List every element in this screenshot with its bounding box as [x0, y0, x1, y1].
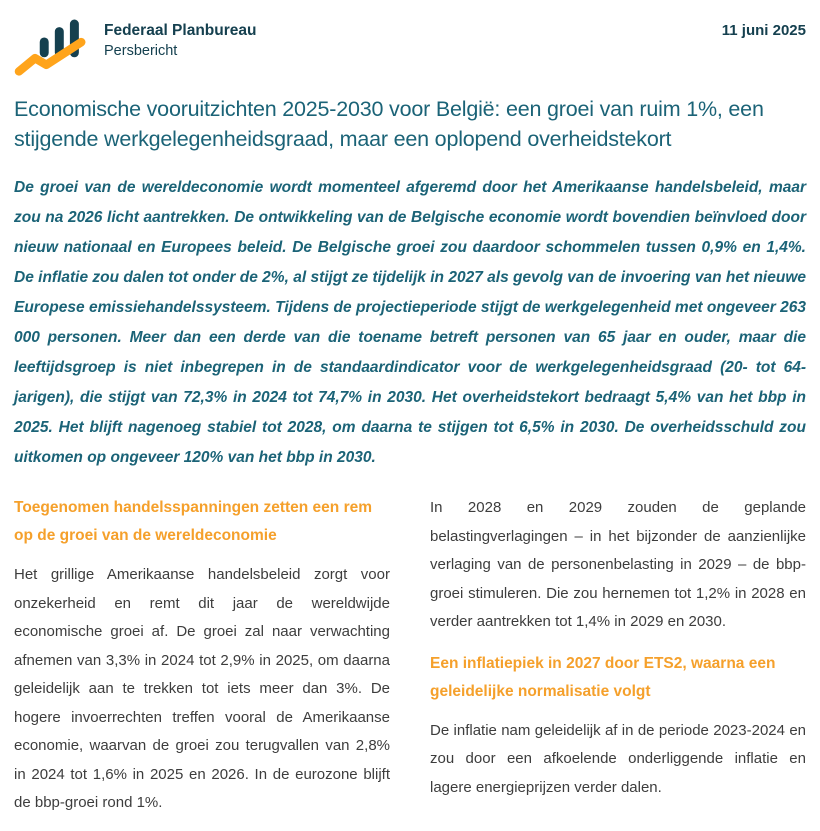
right-column [430, 494, 806, 831]
body-paragraph-inflation: De inflatie nam geleidelijk af in de periode 2023-2024 en zou door een afkoelende onderliggende inflatie en lagere energieprijzen verder dalen. [430, 721, 806, 796]
left-column [14, 494, 390, 831]
section-heading-inflation-peak: Een inflatiepiek in 2027 door ETS2, waarna een geleidelijke normalisatie volgt [430, 654, 776, 700]
header [14, 12, 806, 78]
bar-chart-trend-icon [14, 12, 90, 78]
brand-subtitle: Persbericht [104, 43, 178, 59]
brand-name: Federaal Planbureau [104, 22, 257, 39]
brand-block [104, 12, 256, 61]
intro-paragraph: De groei van de wereldeconomie wordt momenteel afgeremd door het Amerikaanse handelsbeleid, maar zou na 2026 licht aantrekken. De ontwikkeling van de Belgische economie wordt bovendien beïnvloed door nieuw nationaal en Europees beleid. De Belgische groei zou daardoor schommelen tussen 0,9% en 1,4%. De inflatie zou dalen tot onder de 2%, al stijgt ze tijdelijk in 2027 als gevolg van de invoering van het nieuwe Europese emissiehandelssysteem. Tijdens de projectieperiode stijgt de werkgelegenheid met ongeveer 263 000 personen. Meer dan een derde van die toename betreft personen van 65 jaar en ouder, maar die leeftijdsgroep is niet inbegrepen in de standaardindicator voor de werkgelegenheidsgraad (20- tot 64-jarigen), die stijgt van 72,3% in 2024 tot 74,7% in 2030. Het overheidstekort bedraagt 5,4% van het bbp in 2025. Het blijft nagenoeg stabiel tot 2028, om daarna te stijgen tot 6,5% in 2030. De overheidsschuld zou uitkomen op ongeveer 120% van het bbp in 2030. [14, 179, 806, 466]
body-paragraph-tax-cuts: In 2028 en 2029 zouden de geplande belastingverlagingen – in het bijzonder de aanzienlijke verlaging van de personenbelasting in 2029 – de bbp-groei stimuleren. Die zou hernemen tot 1,2% in 2028 en verder aantrekken tot 1,4% in 2029 en 2030. [430, 499, 806, 630]
body-paragraph-world-economy: Het grillige Amerikaanse handelsbeleid zorgt voor onzekerheid en remt dit jaar de wereldwijde economische groei af. De groei zal naar verwachting afnemen van 3,3% in 2024 tot 2,9% in 2025, om daarna geleidelijk aan te trekken tot iets meer dan 3%. De hogere invoerrechten treffen vooral de Amerikaanse economie, waarvan de groei zou terugvallen van 2,8% in 2024 tot 1,6% in 2025 en 2026. In de eurozone blijft de bbp-groei rond 1%. [14, 566, 390, 811]
section-heading-trade-tensions: Toegenomen handelsspanningen zetten een rem op de groei van de wereldeconomie [14, 499, 372, 544]
two-column-body [14, 494, 806, 831]
publication-date: 11 juni 2025 [721, 22, 806, 39]
page-title: Economische vooruitzichten 2025-2030 voor België: een groei van ruim 1%, een stijgende werkgelegenheidsgraad, maar een oplopend overheidstekort [14, 97, 764, 151]
